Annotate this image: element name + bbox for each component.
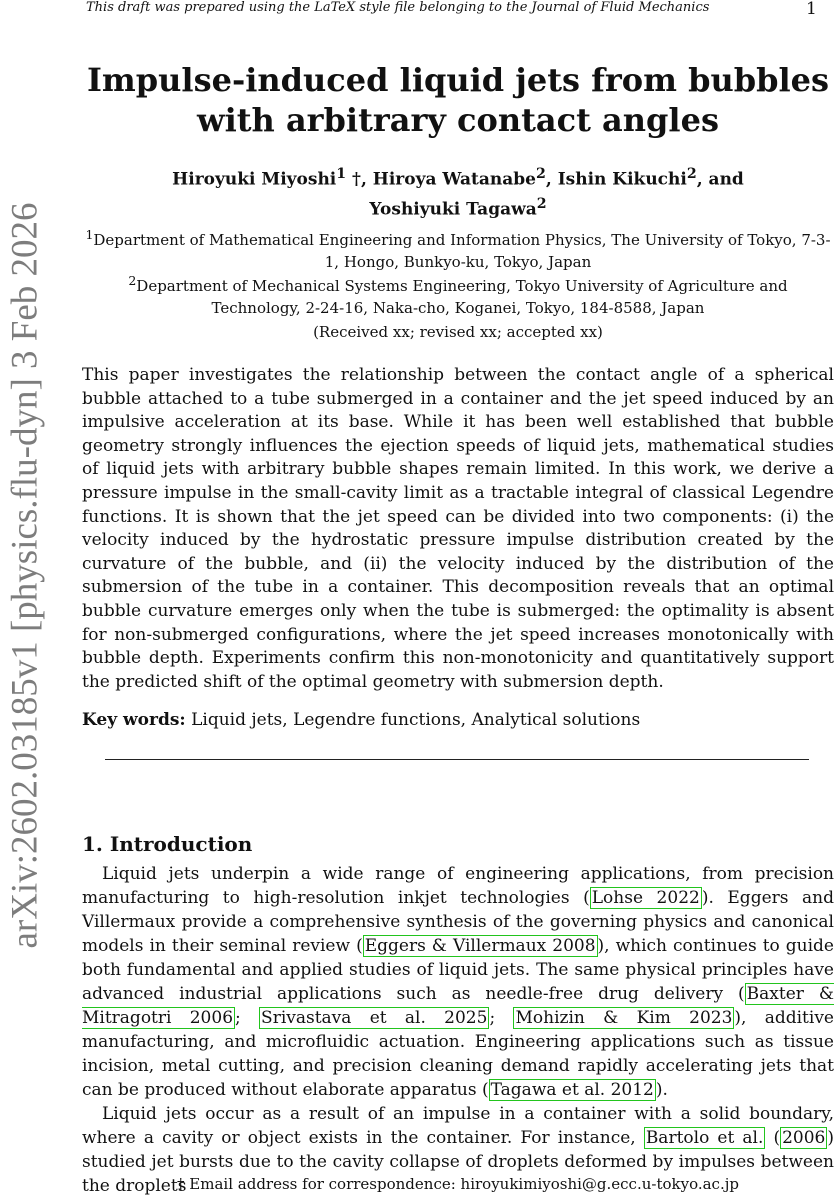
abstract: This paper investigates the relationship between the contact angle of a spherical bubble attached to a tube submerged in a container and the jet speed induced by an impulsive acceleration at its base. While it has been well established that bubble geometry strongly influences the ejection speeds of liquid jets, mathematical studies of liquid jets with arbitrary bubble shapes remain limited. In this work, we derive a pressure impulse in the small-cavity limit as a tractable integral of classical Legendre functions. It is shown that the jet speed can be divided into two components: (i) the velocity induced by the hydrostatic pressure impulse distribution created by the curvature of the bubble, and (ii) the velocity induced by the distribution of the submersion of the tube in a container. This decomposition reveals that an optimal bubble curvature emerges only when the tube is submerged: the optimality is absent for non-submerged configurations, where the jet speed increases monotonically with bubble depth. Experiments confirm this non-monotonicity and quantitatively support the predicted shift of the optimal geometry with submersion depth. (82, 365, 834, 692)
abstract-divider (105, 759, 809, 760)
paper-title (82, 60, 834, 140)
page-number: 1 (806, 0, 817, 19)
paragraph-text: ), additive manufacturing, and microfluidic actuation. Engineering applications such as tissue incision, metal cutting, and precision cleaning demand rapidly accelerating jets that can be produced without elaborate apparatus ( (82, 1008, 834, 1100)
paragraph-text: ) studied jet bursts due to the cavity collapse of droplets deformed by impulses between the droplets (82, 1128, 834, 1196)
section-number: 1. (82, 832, 103, 856)
paragraph-text: ( (765, 1128, 781, 1148)
affiliation-2-mark: 2 (128, 273, 137, 288)
paragraph-text: Liquid jets occur as a result of an impulse in a container with a solid boundary, where a cavity or object exists in the container. For instance, (82, 1104, 834, 1148)
citation-link-bartolo-authors[interactable]: Bartolo et al. (645, 1128, 764, 1148)
citation-link-srivastava-2025[interactable]: Srivastava et al. 2025 (261, 1008, 488, 1028)
introduction-paragraph-1 (82, 862, 834, 1102)
keywords-label: Key words: (82, 710, 186, 730)
author-list: Hiroyuki Miyoshi$^1$ †, Hiroya Watanabe$^2$, Ishin Kikuchi$^2$, and Yoshiyuki Tagawa$^2$ (172, 166, 744, 220)
correspondence-footnote: † Email address for correspondence: hiroyukimiyoshi@g.ecc.u-tokyo.ac.jp (177, 1175, 739, 1193)
author-1-name: Hiroyuki Miyoshi (172, 169, 337, 190)
author-3-affiliation-mark: 2 (686, 166, 697, 182)
author-2-name: Hiroya Watanabe (372, 169, 536, 190)
received-dates: (Received xx; revised xx; accepted xx) (313, 323, 603, 341)
section-heading-introduction (82, 832, 252, 856)
paragraph-text: Liquid jets underpin a wide range of engineering applications, from precision manufacturing to high-resolution inkjet technologies ( (82, 864, 834, 908)
paragraph-text: ), which continues to guide both fundamental and applied studies of liquid jets. The same physical principles have advanced industrial applications such as needle-free drug delivery ( (82, 936, 834, 1004)
citation-link-baxter-mitragotri-2006[interactable]: Baxter & Mitragotri 2006 (82, 984, 834, 1028)
section-title: Introduction (109, 832, 253, 856)
arxiv-identifier-stamp[interactable] (0, 190, 50, 960)
affiliation-2-text: Department of Mechanical Systems Engineering, Tokyo University of Agriculture and Technology, 2-24-16, Naka-cho, Koganei, Tokyo, 184-8588, Japan (136, 277, 788, 317)
author-2-affiliation-mark: 2 (535, 166, 546, 182)
paragraph-text: ; (235, 1008, 260, 1028)
keywords-text: Liquid jets, Legendre functions, Analytical solutions (191, 710, 641, 730)
affiliation-2 (82, 270, 834, 319)
author-1-affiliation-mark: 1 (336, 166, 347, 182)
paragraph-text: ; (489, 1008, 514, 1028)
keywords (82, 710, 834, 730)
citation-link-bartolo-2006[interactable]: 2006 (782, 1128, 826, 1148)
author-3-name: Ishin Kikuchi (557, 169, 687, 190)
citation-link-eggers-villermaux-2008[interactable]: Eggers & Villermaux 2008 (364, 936, 596, 956)
paragraph-text: ). Eggers and Villermaux provide a comprehensive synthesis of the governing physics and canonical models in their seminal review ( (82, 888, 834, 956)
citation-link-lohse-2022[interactable]: Lohse 2022 (591, 888, 700, 908)
introduction-body (82, 862, 834, 1198)
paragraph-text: ). (655, 1080, 668, 1100)
citation-link-mohizin-kim-2023[interactable]: Mohizin & Kim 2023 (515, 1008, 733, 1028)
affiliation-1-mark: 1 (85, 227, 94, 242)
arxiv-identifier-text: arXiv:2602.03185v1 [physics.flu-dyn] 3 Feb 2026 (4, 201, 46, 949)
journal-header-note: This draft was prepared using the LaTeX style file belonging to the Journal of Fluid Mechanics (86, 0, 710, 15)
author-4-affiliation-mark: 2 (536, 195, 547, 212)
affiliation-1 (82, 224, 834, 273)
author-4-name: Yoshiyuki Tagawa (369, 199, 537, 220)
citation-link-tagawa-2012[interactable]: Tagawa et al. 2012 (490, 1080, 654, 1100)
author-1-correspondence-mark: † (346, 169, 361, 190)
paper-title-line-2: with arbitrary contact angles (197, 101, 719, 139)
paper-title-line-1: Impulse-induced liquid jets from bubbles (86, 61, 830, 99)
affiliation-1-text: Department of Mathematical Engineering and Information Physics, The University of Tokyo, 7-3-1, Hongo, Bunkyo-ku, Tokyo, Japan (93, 231, 831, 271)
